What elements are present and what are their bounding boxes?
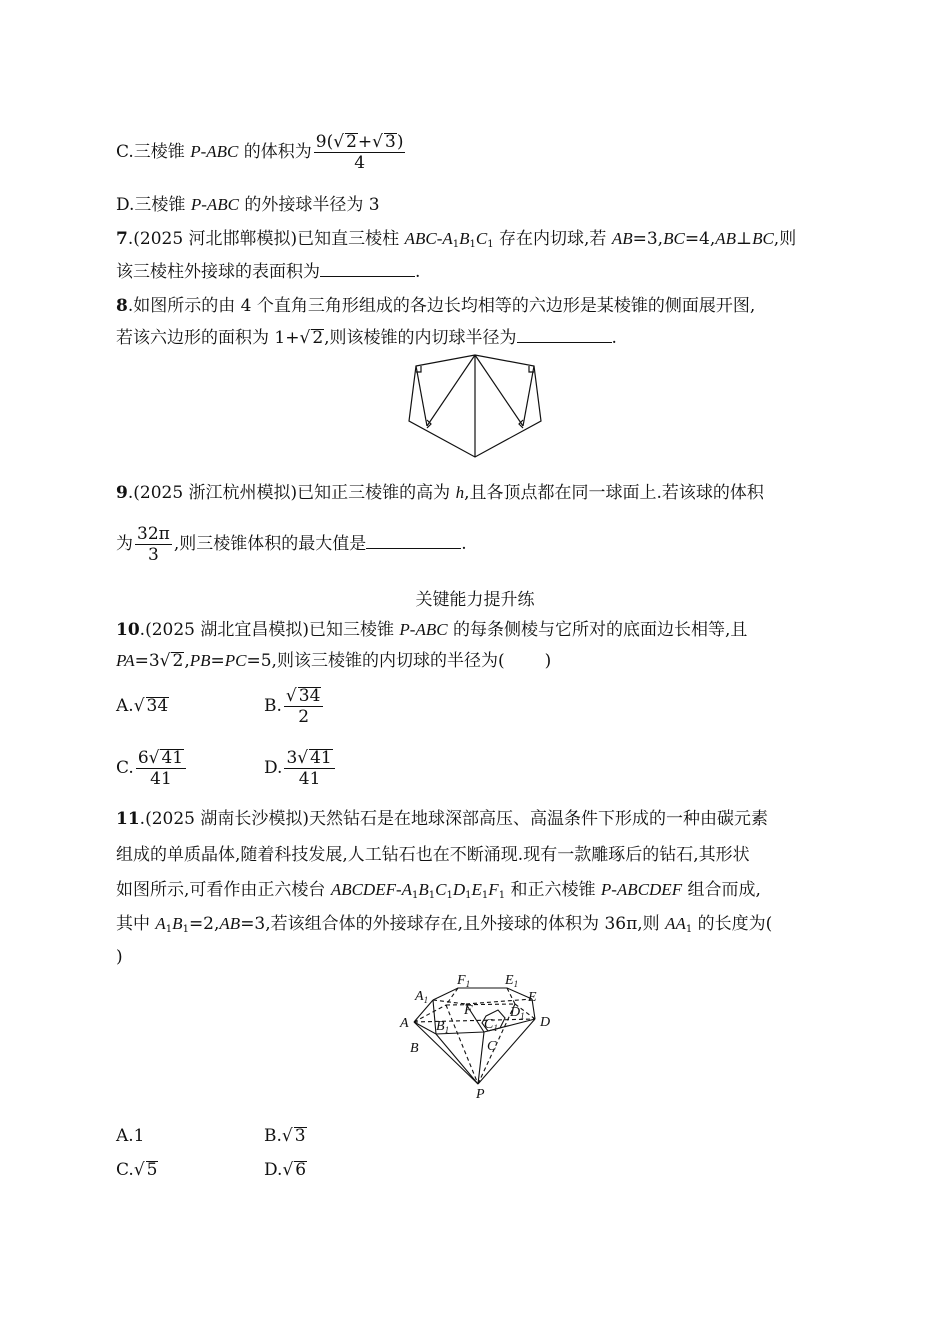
q6-option-d[interactable]: D.三棱锥 P-ABC 的外接球半径为 3 [116,195,380,215]
label-b: B [410,1041,419,1056]
q10-line2: PA=3√ 2,PB=PC=5,则该三棱锥的内切球的半径为( ) [116,651,552,671]
label-c1: $C_1$ [484,1017,498,1033]
label-a: A [400,1016,409,1031]
q10-option-d[interactable]: D. $\frac{3√ 41}{41}$ [264,748,337,789]
label-a1: $A_1$ [415,989,429,1005]
label-e1: $E_1$ [505,973,519,989]
label-f1: $F_1$ [457,973,471,989]
label-c: C [487,1039,497,1054]
q11-option-c[interactable]: C.√ 5 [116,1160,158,1180]
q6-option-c[interactable]: C.三棱锥 P-ABC 的体积为 $\frac{9(√ 2+√ 3)}{4}$ [116,132,404,173]
answer-blank[interactable] [320,262,415,277]
label-d: D [540,1015,551,1030]
label-d1: $D_1$ [510,1005,525,1021]
label-p: P [476,1087,485,1102]
q7-line2: 该三棱柱外接球的表面积为 . [116,262,421,282]
label-b1: $B_1$ [436,1019,450,1035]
q7-line1: 7.(2025 河北邯郸模拟)已知直三棱柱 ABC-$A_1B_1C_1$ 存在内切球,若 AB=3,BC=4,AB⊥BC,则 [116,229,797,250]
label-e: E [528,990,537,1005]
q11-option-d[interactable]: D.√ 6 [264,1160,307,1180]
q11-line2: 组成的单质晶体,随着科技发展,人工钻石也在不断涌现.现有一款雕琢后的钻石,其形状 [116,845,750,865]
q8-line1: 8.如图所示的由 4 个直角三角形组成的各边长均相等的六边形是某棱锥的侧面展开图, [116,296,756,316]
q9-line2: 为 $\frac{32\pi}{3}$ ,则三棱锥体积的最大值是 . [116,524,467,565]
label-f: F [464,1003,473,1018]
answer-blank[interactable] [517,328,612,343]
q10-line1: 10.(2025 湖北宜昌模拟)已知三棱锥 P-ABC 的每条侧棱与它所对的底面边长相等,且 [116,620,748,640]
q10-option-b[interactable]: B. $\frac{√ 34}{2}$ [264,686,325,727]
section-title: 关键能力提升练 [415,590,535,610]
answer-blank[interactable] [366,534,461,549]
q11-line3: 如图所示,可看作由正六棱台 ABCDEF-$A_1B_1C_1D_1E_1F_1$ 和正六棱锥 P-ABCDEF 组合而成, [116,880,761,901]
q11-line1: 11.(2025 湖南长沙模拟)天然钻石是在地球深部高压、高温条件下形成的一种由碳元素 [116,809,769,829]
q9-line1: 9.(2025 浙江杭州模拟)已知正三棱锥的高为 h,且各顶点都在同一球面上.若该球的体积 [116,483,764,503]
q11-line5: ) [116,947,123,967]
q11-line4: 其中 $A_1B_1=2,AB=3$,若该组合体的外接球存在,且外接球的体积为 36π,则 $AA_1$ 的长度为( [116,914,773,935]
volume-fraction: $\frac{9(√ 2+√ 3)}{4}$ [315,132,404,173]
q8-line2: 若该六边形的面积为 1+√ 2,则该棱锥的内切球半径为 . [116,328,617,348]
q11-option-a[interactable]: A.1 [116,1126,145,1146]
q10-option-c[interactable]: C. $\frac{6√ 41}{41}$ [116,748,188,789]
q10-option-a[interactable]: A.√ 34 [116,696,169,716]
q11-option-b[interactable]: B.√ 3 [264,1126,306,1146]
